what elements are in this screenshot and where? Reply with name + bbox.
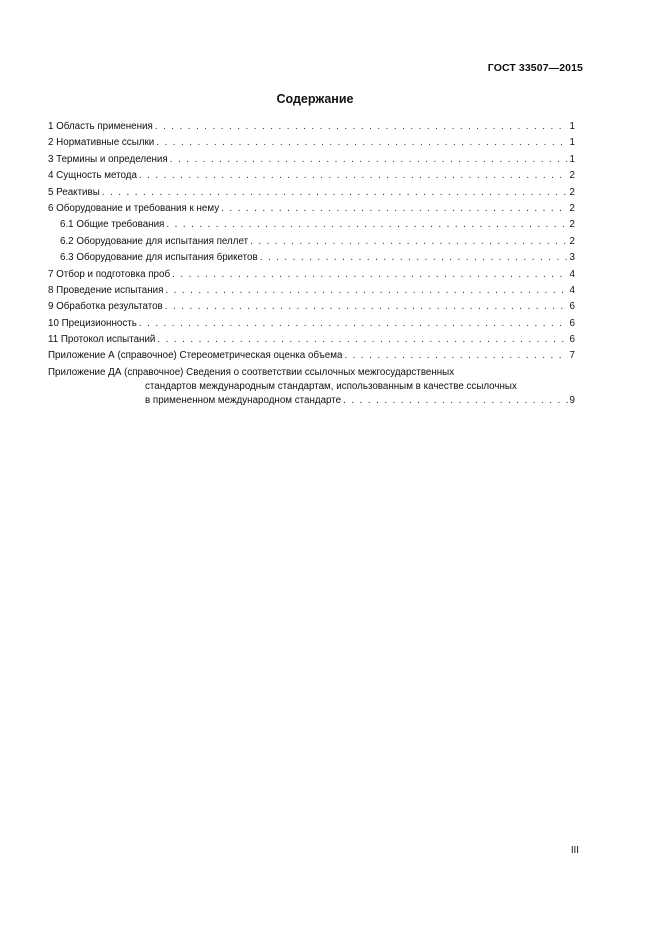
toc-leader xyxy=(139,316,568,332)
toc-entry-appendix-da[interactable] xyxy=(48,366,575,408)
toc-entry-appendix-a[interactable] xyxy=(48,348,575,364)
toc-entry-label: 2 Нормативные ссылки xyxy=(48,137,155,149)
toc-entry-page: 2 xyxy=(569,202,575,214)
toc-entry-label-line: Приложение ДА (справочное) Сведения о соответствии ссылочных межгосударственных xyxy=(48,366,455,378)
toc-entry-label: 6.2 Оборудование для испытания пеллет xyxy=(60,235,249,247)
toc-entry-page: 2 xyxy=(569,219,575,231)
toc-entry-label: 6.1 Общие требования xyxy=(60,219,165,231)
page-number: III xyxy=(570,845,579,856)
toc-entry-results[interactable] xyxy=(48,299,575,315)
toc-leader xyxy=(102,185,568,201)
toc-entry-briquette-equipment[interactable] xyxy=(48,250,575,266)
toc-leader xyxy=(157,332,567,348)
toc-entry-test-procedure[interactable] xyxy=(48,283,575,299)
toc-entry-sampling[interactable] xyxy=(48,267,575,283)
toc-entry-page: 1 xyxy=(569,153,575,165)
toc-leader xyxy=(170,152,568,168)
toc-leader xyxy=(344,348,567,364)
toc-entry-label: 4 Сущность метода xyxy=(48,170,137,182)
toc-leader xyxy=(155,119,568,135)
toc-entry-page: 4 xyxy=(569,284,575,296)
toc-entry-page: 2 xyxy=(569,170,575,182)
page-title: Содержание xyxy=(276,92,354,106)
toc-entry-label-line: стандартов международным стандартам, использованным в качестве ссылочных xyxy=(145,380,517,392)
toc-entry-page: 3 xyxy=(569,252,575,264)
toc-leader xyxy=(165,283,567,299)
toc-entry-label: 8 Проведение испытания xyxy=(48,284,164,296)
toc-entry-label: 7 Отбор и подготовка проб xyxy=(48,268,171,280)
toc-entry-label: 6.3 Оборудование для испытания брикетов xyxy=(60,252,258,264)
standard-number: ГОСТ 33507—2015 xyxy=(487,62,583,74)
toc-entry-label: Приложение А (справочное) Стереометрическая оценка объема xyxy=(48,350,343,362)
toc-entry-precision[interactable] xyxy=(48,316,575,332)
toc-entry-method[interactable] xyxy=(48,168,575,184)
toc-leader xyxy=(139,168,568,184)
toc-entry-label: 5 Реактивы xyxy=(48,186,100,198)
toc-entry-page: 9 xyxy=(569,394,575,406)
toc-entry-page: 2 xyxy=(569,186,575,198)
toc-entry-general-requirements[interactable] xyxy=(48,217,575,233)
toc-leader xyxy=(250,234,567,250)
toc-entry-label: 1 Область применения xyxy=(48,121,153,132)
table-of-contents xyxy=(48,119,575,408)
toc-entry-page: 6 xyxy=(569,317,575,329)
toc-entry-equipment[interactable] xyxy=(48,201,575,217)
toc-entry-label: 3 Термины и определения xyxy=(48,153,168,165)
toc-entry-label: 11 Протокол испытаний xyxy=(48,334,156,346)
toc-entry-reagents[interactable] xyxy=(48,185,575,201)
toc-entry-test-report[interactable] xyxy=(48,332,575,348)
toc-leader xyxy=(156,135,567,151)
toc-entry-last-line xyxy=(48,394,575,408)
toc-entry-page: 6 xyxy=(569,334,575,346)
toc-leader xyxy=(260,250,568,266)
toc-entry-page: 6 xyxy=(569,301,575,313)
toc-entry-label: 6 Оборудование и требования к нему xyxy=(48,202,220,214)
toc-entry-scope[interactable] xyxy=(48,119,575,135)
toc-entry-pellet-equipment[interactable] xyxy=(48,234,575,250)
toc-entry-terms[interactable] xyxy=(48,152,575,168)
toc-entry-normative-references[interactable] xyxy=(48,135,575,151)
toc-entry-page: 2 xyxy=(569,235,575,247)
toc-leader xyxy=(343,394,567,408)
toc-entry-label: 9 Обработка результатов xyxy=(48,301,163,313)
toc-leader xyxy=(221,201,567,217)
toc-leader xyxy=(165,299,568,315)
toc-entry-page: 1 xyxy=(569,121,575,132)
toc-entry-label: 10 Прецизионность xyxy=(48,317,137,329)
toc-entry-page: 1 xyxy=(569,137,575,149)
toc-entry-page: 4 xyxy=(569,268,575,280)
toc-entry-page: 7 xyxy=(569,350,575,362)
toc-entry-label-line: в примененном международном стандарте xyxy=(145,394,342,406)
toc-leader xyxy=(172,267,567,283)
toc-leader xyxy=(166,217,567,233)
